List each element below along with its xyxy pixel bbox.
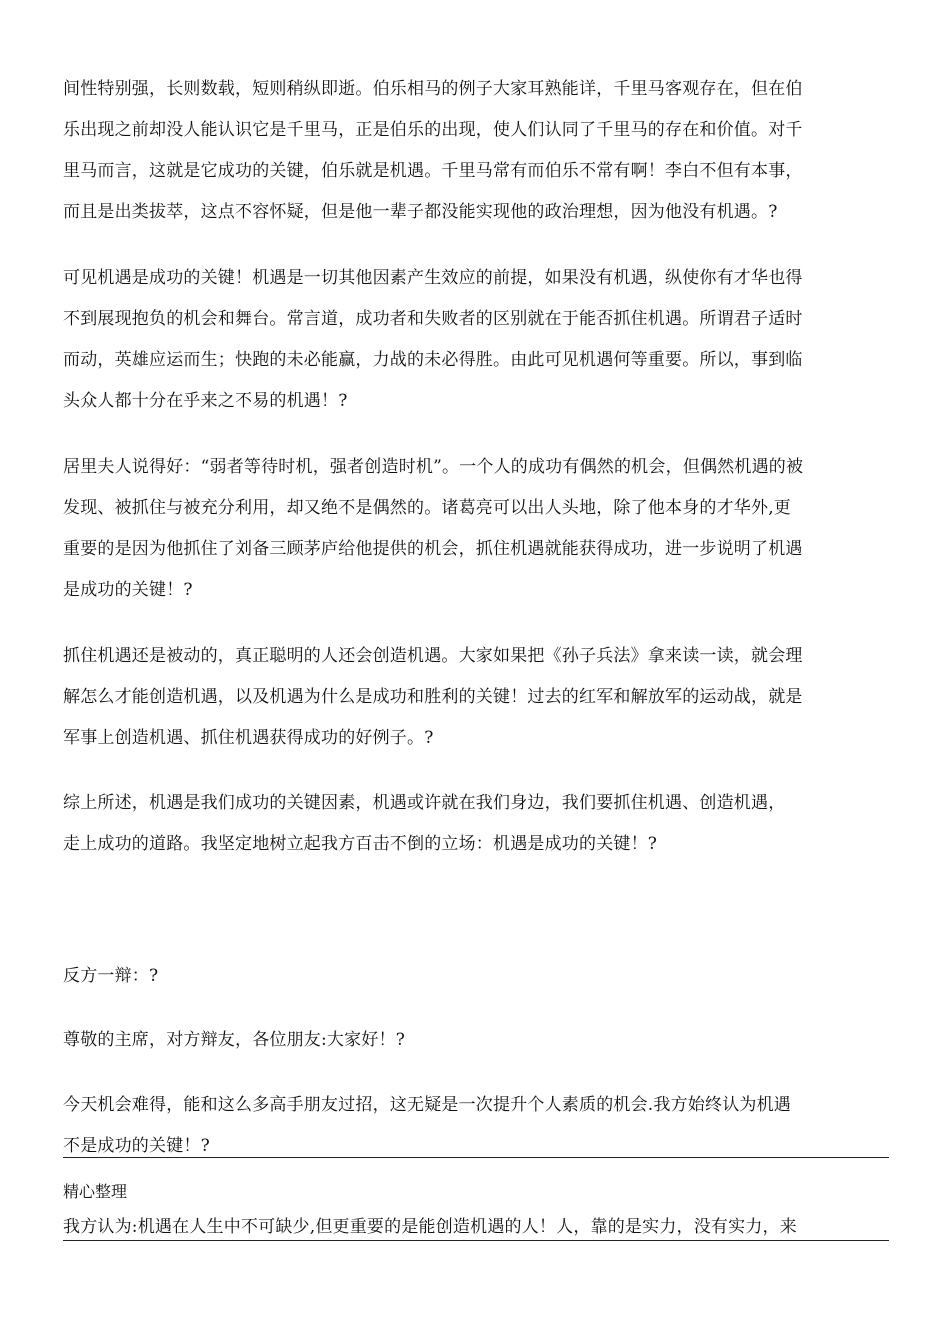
paragraph-3-line-2: 发现、被抓住与被充分利用，却又绝不是偶然的。诸葛亮可以出人头地，除了他本身的才华外,更 xyxy=(63,498,792,518)
paragraph-4-line-2: 解怎么才能创造机遇，以及机遇为什么是成功和胜利的关键！过去的红军和解放军的运动战，就是 xyxy=(63,687,803,707)
footer-label: 精心整理 xyxy=(63,1182,128,1201)
paragraph-4-line-1: 抓住机遇还是被动的，真正聪明的人还会创造机遇。大家如果把《孙子兵法》拿来读一读，就会理 xyxy=(63,646,803,666)
paragraph-5-line-2: 走上成功的道路。我坚定地树立起我方百击不倒的立场：机遇是成功的关键！? xyxy=(63,834,658,854)
paragraph-5-line-1: 综上所述，机遇是我们成功的关键因素，机遇或许就在我们身边，我们要抓住机遇、创造机遇， xyxy=(63,793,786,813)
opening-line-1: 今天机会难得，能和这么多高手朋友过招，这无疑是一次提升个人素质的机会.我方始终认为机遇 xyxy=(63,1095,792,1115)
next-page-line: 我方认为:机遇在人生中不可缺少,但更重要的是能创造机遇的人！人，靠的是实力，没有实力，来 xyxy=(63,1217,797,1237)
greeting-line: 尊敬的主席，对方辩友，各位朋友:大家好！? xyxy=(63,1030,406,1050)
speaker-heading: 反方一辩：? xyxy=(63,966,159,986)
paragraph-4-line-3: 军事上创造机遇、抓住机遇获得成功的好例子。? xyxy=(63,728,434,748)
paragraph-2-line-2: 不到展现抱负的机会和舞台。常言道，成功者和失败者的区别就在于能否抓住机遇。所谓君子适时 xyxy=(63,309,803,329)
paragraph-1-line-4: 而且是出类拔萃，这点不容怀疑，但是他一辈子都没能实现他的政治理想，因为他没有机遇。? xyxy=(63,202,778,222)
footer-rule-top xyxy=(63,1157,889,1158)
paragraph-3-line-3: 重要的是因为他抓住了刘备三顾茅庐给他提供的机会，抓住机遇就能获得成功，进一步说明了机遇 xyxy=(63,539,803,559)
paragraph-2-line-4: 头众人都十分在乎来之不易的机遇！? xyxy=(63,391,348,411)
paragraph-1-line-2: 乐出现之前却没人能认识它是千里马，正是伯乐的出现，使人们认同了千里马的存在和价值。对千 xyxy=(63,120,803,140)
opening-line-2: 不是成功的关键！? xyxy=(63,1136,210,1156)
paragraph-3-line-4: 是成功的关键！? xyxy=(63,580,193,600)
paragraph-2-line-3: 而动，英雄应运而生；快跑的未必能赢，力战的未必得胜。由此可见机遇何等重要。所以，事到临 xyxy=(63,350,803,370)
paragraph-2-line-1: 可见机遇是成功的关键！机遇是一切其他因素产生效应的前提，如果没有机遇，纵使你有才华也得 xyxy=(63,268,803,288)
paragraph-1-line-1: 间性特别强，长则数载，短则稍纵即逝。伯乐相马的例子大家耳熟能详，千里马客观存在，但在伯 xyxy=(63,79,803,99)
footer-rule-bottom xyxy=(63,1240,889,1241)
paragraph-3-line-1: 居里夫人说得好：“弱者等待时机，强者创造时机”。一个人的成功有偶然的机会，但偶然机遇的被 xyxy=(63,457,804,477)
paragraph-1-line-3: 里马而言，这就是它成功的关键，伯乐就是机遇。千里马常有而伯乐不常有啊！李白不但有本事， xyxy=(63,161,803,181)
